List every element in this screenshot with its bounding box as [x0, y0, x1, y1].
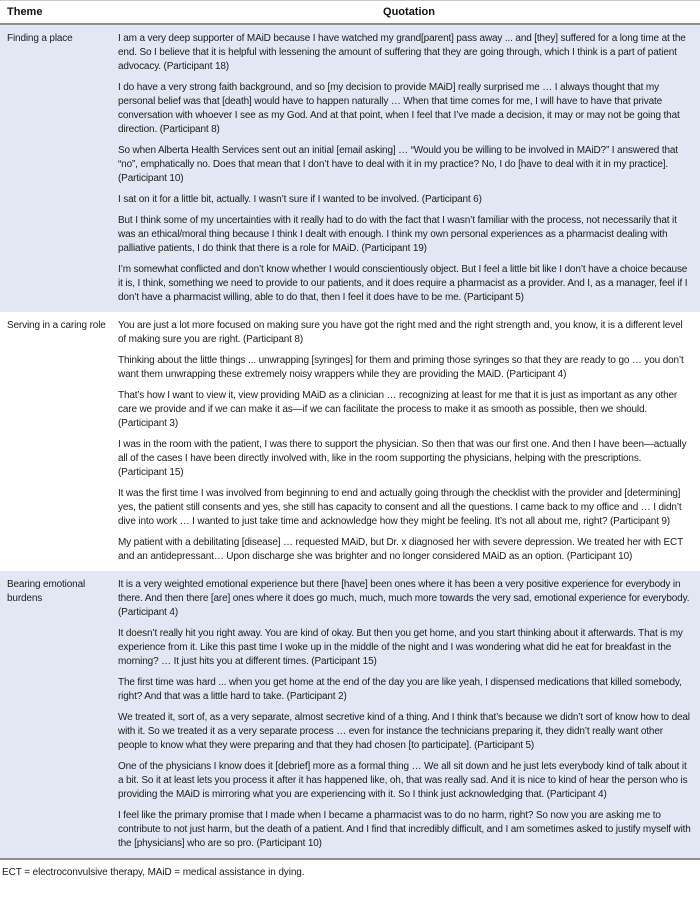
theme-column-header: Theme	[7, 6, 43, 18]
quotation-paragraph: So when Alberta Health Services sent out an initial [email asking] … “Would you be willing to be involved in MAiD?” I answered that “no”, emphatically no. Does that mean that I don’t have to deal with it in my practice? No, I do [have to deal with it in my practice]. (Participant 10)	[118, 145, 678, 184]
theme-label: Serving in a caring role	[7, 320, 106, 331]
table-footnote: ECT = electroconvulsive therapy, MAiD = medical assistance in dying.	[2, 867, 305, 878]
quotation-paragraph: One of the physicians I know does it [debrief] more as a formal thing … We all sit down and he just lets everybody kind of talk about it a bit. So it at least lets you process it after it has happened like, oh, that was really sad. And it is nice to kind of hear the person who is providing the MAiD is mirroring what you are experiencing with it. So I think just acknowledging that. (Participant 4)	[118, 761, 688, 800]
quotation-paragraph: It was the first time I was involved from beginning to end and actually going through the checklist with the provider and [determining] yes, the patient still consents and yes, she still has capacity to consent and all the questions. I came back to my office and … I didn’t dive into work … I wanted to just take time and acknowledge how they might be feeling. It’s not all about me, right? (Participant 9)	[118, 488, 682, 527]
quotation-paragraph: I am a very deep supporter of MAiD because I have watched my grand[parent] pass away ... and [they] suffered for a long time at the end. So I believe that it is helpful with lessening the amount of suffering that they are going through, which I think is a part of patient advocacy. (Participant 18)	[118, 33, 686, 72]
theme-section-row	[0, 312, 700, 571]
quotation-paragraph: I do have a very strong faith background, and so [my decision to provide MAiD] really surprised me … I always thought that my personal belief was that [death] would have to happen naturally … When that time comes for me, I will have to have that private conversation with whoever I see as my God. And at that point, when I feel that I’ve made a decision, it may or may not be going that direction. (Participant 8)	[118, 82, 680, 135]
quotation-paragraph: Thinking about the little things ... unwrapping [syringes] for them and priming those syringes so that they are ready to go … you don’t want them unwrapping these extremely noisy wrappers while they are providing the MAiD. (Participant 4)	[118, 355, 684, 380]
themes-table-body	[0, 24, 700, 859]
quote-cell	[118, 24, 700, 312]
quotation-paragraph: I’m somewhat conflicted and don’t know whether I would conscientiously object. But I feel a little bit like I don’t have a choice because it is, I think, something we need to provide to our patients, and it does require a pharmacist as a provider. And I, as a manager, feel if I don’t have a pharmacist willing, able to do that, then I feel it does have to be me. (Participant 5)	[118, 264, 688, 303]
quotation-paragraph: My patient with a debilitating [disease] … requested MAiD, but Dr. x diagnosed her with severe depression. We treated her with ECT and an antidepressant… Upon discharge she was brighter and no longer considered MAiD as an option. (Participant 10)	[118, 537, 683, 562]
quotation-paragraph: It is a very weighted emotional experience but there [have] been ones where it has been a very positive experience for everybody in there. And then there [are] ones where it does go much, much, much more towards the very sad, emotional experience for everybody. (Participant 4)	[118, 579, 690, 618]
quotation-paragraph: I was in the room with the patient, I was there to support the physician. So then that was our first one. And then I have been—actually all of the cases I have been directly involved with, like in the room supporting the physicians, helping with the prescriptions. (Participant 15)	[118, 439, 687, 478]
theme-label: Finding a place	[7, 33, 73, 44]
quotation-paragraph: The first time was hard ... when you get home at the end of the day you are like yeah, I dispensed medications that killed somebody, right? And that was a little hard to take. (Participant 2)	[118, 677, 682, 702]
quotation-paragraph: I feel like the primary promise that I made when I became a pharmacist was to do no harm, right? So now you are asking me to contribute to not just harm, but the death of a patient. And I find that incredibly difficult, and I am sometimes asked to justify myself with the [physicians] who are so pro. (Participant 10)	[118, 810, 691, 849]
quotation-paragraph: That’s how I want to view it, view providing MAiD as a clinician … recognizing at least for me that it is just as important as any other care we provide and if we can make it as—if we can facilitate the process to make it as smooth as possible, then we should. (Participant 3)	[118, 390, 678, 429]
quotation-column-header: Quotation	[383, 6, 435, 18]
theme-section-row	[0, 24, 700, 312]
quotation-paragraph: I sat on it for a little bit, actually. I wasn’t sure if I wanted to be involved. (Participant 6)	[118, 194, 482, 205]
theme-label: Bearing emotional burdens	[7, 579, 86, 604]
table-header-row	[0, 1, 700, 25]
quotation-paragraph: You are just a lot more focused on making sure you have got the right med and the right strength and, you know, it is a different level of making sure you are right. (Participant 8)	[118, 320, 683, 345]
quote-cell	[118, 571, 700, 859]
quotation-paragraph: We treated it, sort of, as a very separate, almost secretive kind of a thing. And I think that’s because we didn’t sort of know how to deal with it. So we treated it as a very separate process … even for instance the technicians preparing it, they didn’t really want other people to know what they were preparing and that they had chosen [to participate]. (Participant 5)	[118, 712, 690, 751]
quote-cell	[118, 312, 700, 571]
quotation-paragraph: But I think some of my uncertainties with it really had to do with the fact that I wasn’t familiar with the process, not necessarily that it was an ethical/moral thing because I think I dealt with enough. I think my own personal experiences as a pharmacist dealing with palliative patients, I do think that there is a role for MAiD. (Participant 19)	[118, 215, 677, 254]
quotation-paragraph: It doesn’t really hit you right away. You are kind of okay. But then you get home, and you start thinking about it afterwards. That is my experience from it. Like this past time I woke up in the middle of the night and I was wondering what did he eat for breakfast in the morning? … It just hits you at different times. (Participant 15)	[118, 628, 683, 667]
theme-section-row	[0, 571, 700, 859]
